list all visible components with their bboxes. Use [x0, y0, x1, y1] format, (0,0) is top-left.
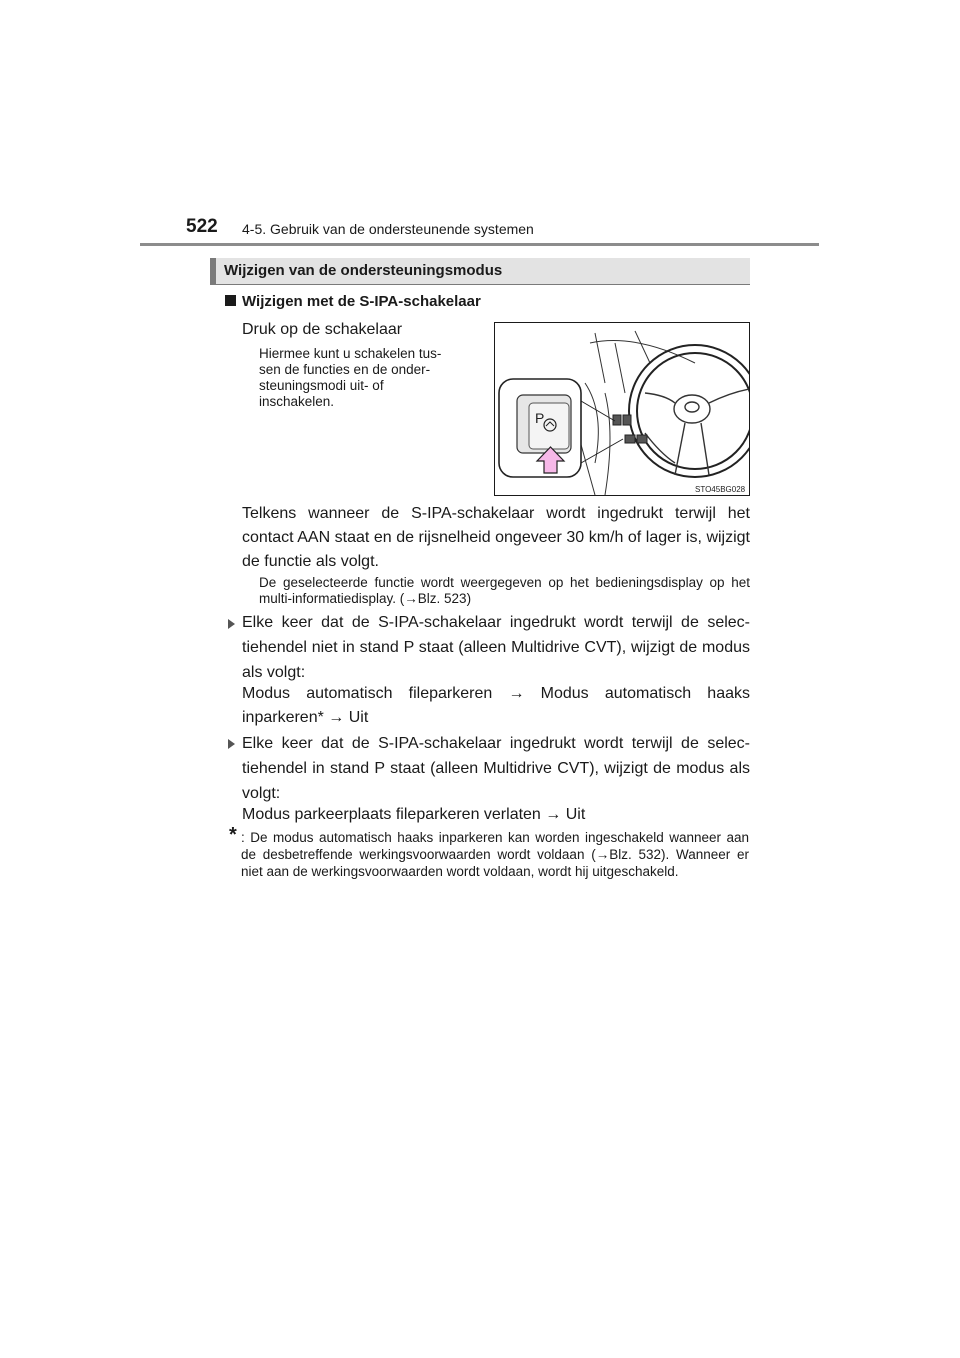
footnote	[229, 824, 749, 880]
switch-illustration	[494, 322, 750, 496]
header-rule	[140, 243, 819, 246]
section-rule	[210, 284, 750, 285]
bullet-in-p-text: Elke keer dat de S-IPA-schakelaar ingedrukt wordt terwijl de selec-tiehendel in stand P staat (alleen Multidrive CVT), wijzigt de modus als volgt:	[242, 735, 750, 802]
section-heading-bar	[210, 258, 750, 284]
bullet-arrow-icon	[228, 619, 235, 629]
bullet-arrow-icon	[228, 739, 235, 749]
section-accent	[210, 258, 216, 284]
paragraph-function-change: Telkens wanneer de S-IPA-schakelaar wordt ingedrukt terwijl het contact AAN staat en de rijsnelheid ongeveer 30 km/h of lager is, wijzigt de functie als volgt.	[242, 505, 750, 570]
instruction-note: Hiermee kunt u schakelen tus- sen de functies en de onder- steuningsmodi uit- of inschakelen.	[259, 346, 442, 409]
footnote-text: : De modus automatisch haaks inparkeren kan worden ingeschakeld wanneer aan de desbetreffende werkingsvoorwaarden wordt voldaan (→Blz. 532). Wanneer er niet aan de werkingsvoorwaarden wordt voldaan, wordt hij uitgeschakeld.	[241, 830, 749, 879]
bullet-not-p-sequence-line1: Modus automatisch fileparkeren → Modus automatisch haaks	[242, 685, 750, 702]
subsection-heading	[225, 293, 481, 310]
paragraph-display-note: De geselecteerde functie wordt weergegeven op het bedieningsdisplay op het multi-informatiedisplay. (→Blz. 523)	[259, 575, 750, 606]
bullet-not-p-text: Elke keer dat de S-IPA-schakelaar ingedrukt wordt terwijl de selec-tiehendel niet in stand P staat (alleen Multidrive CVT), wijzigt de modus als volgt:	[242, 614, 750, 681]
page-number: 522	[186, 216, 218, 237]
instruction-step: Druk op de schakelaar	[242, 321, 403, 338]
bullet-not-p-sequence-line2: inparkeren* → Uit	[242, 709, 369, 726]
figure-code: STO45BG028	[695, 485, 746, 494]
footnote-marker: *	[229, 824, 237, 846]
chapter-title: 4-5. Gebruik van de ondersteunende systemen	[242, 221, 534, 237]
square-bullet-icon	[225, 295, 236, 306]
bullet-in-p-sequence: Modus parkeerplaats fileparkeren verlaten → Uit	[242, 806, 586, 823]
dashboard-drawing	[495, 323, 749, 495]
section-title: Wijzigen van de ondersteuningsmodus	[224, 262, 503, 279]
subsection-title: Wijzigen met de S-IPA-schakelaar	[242, 293, 481, 310]
button-symbol: P	[535, 410, 545, 426]
